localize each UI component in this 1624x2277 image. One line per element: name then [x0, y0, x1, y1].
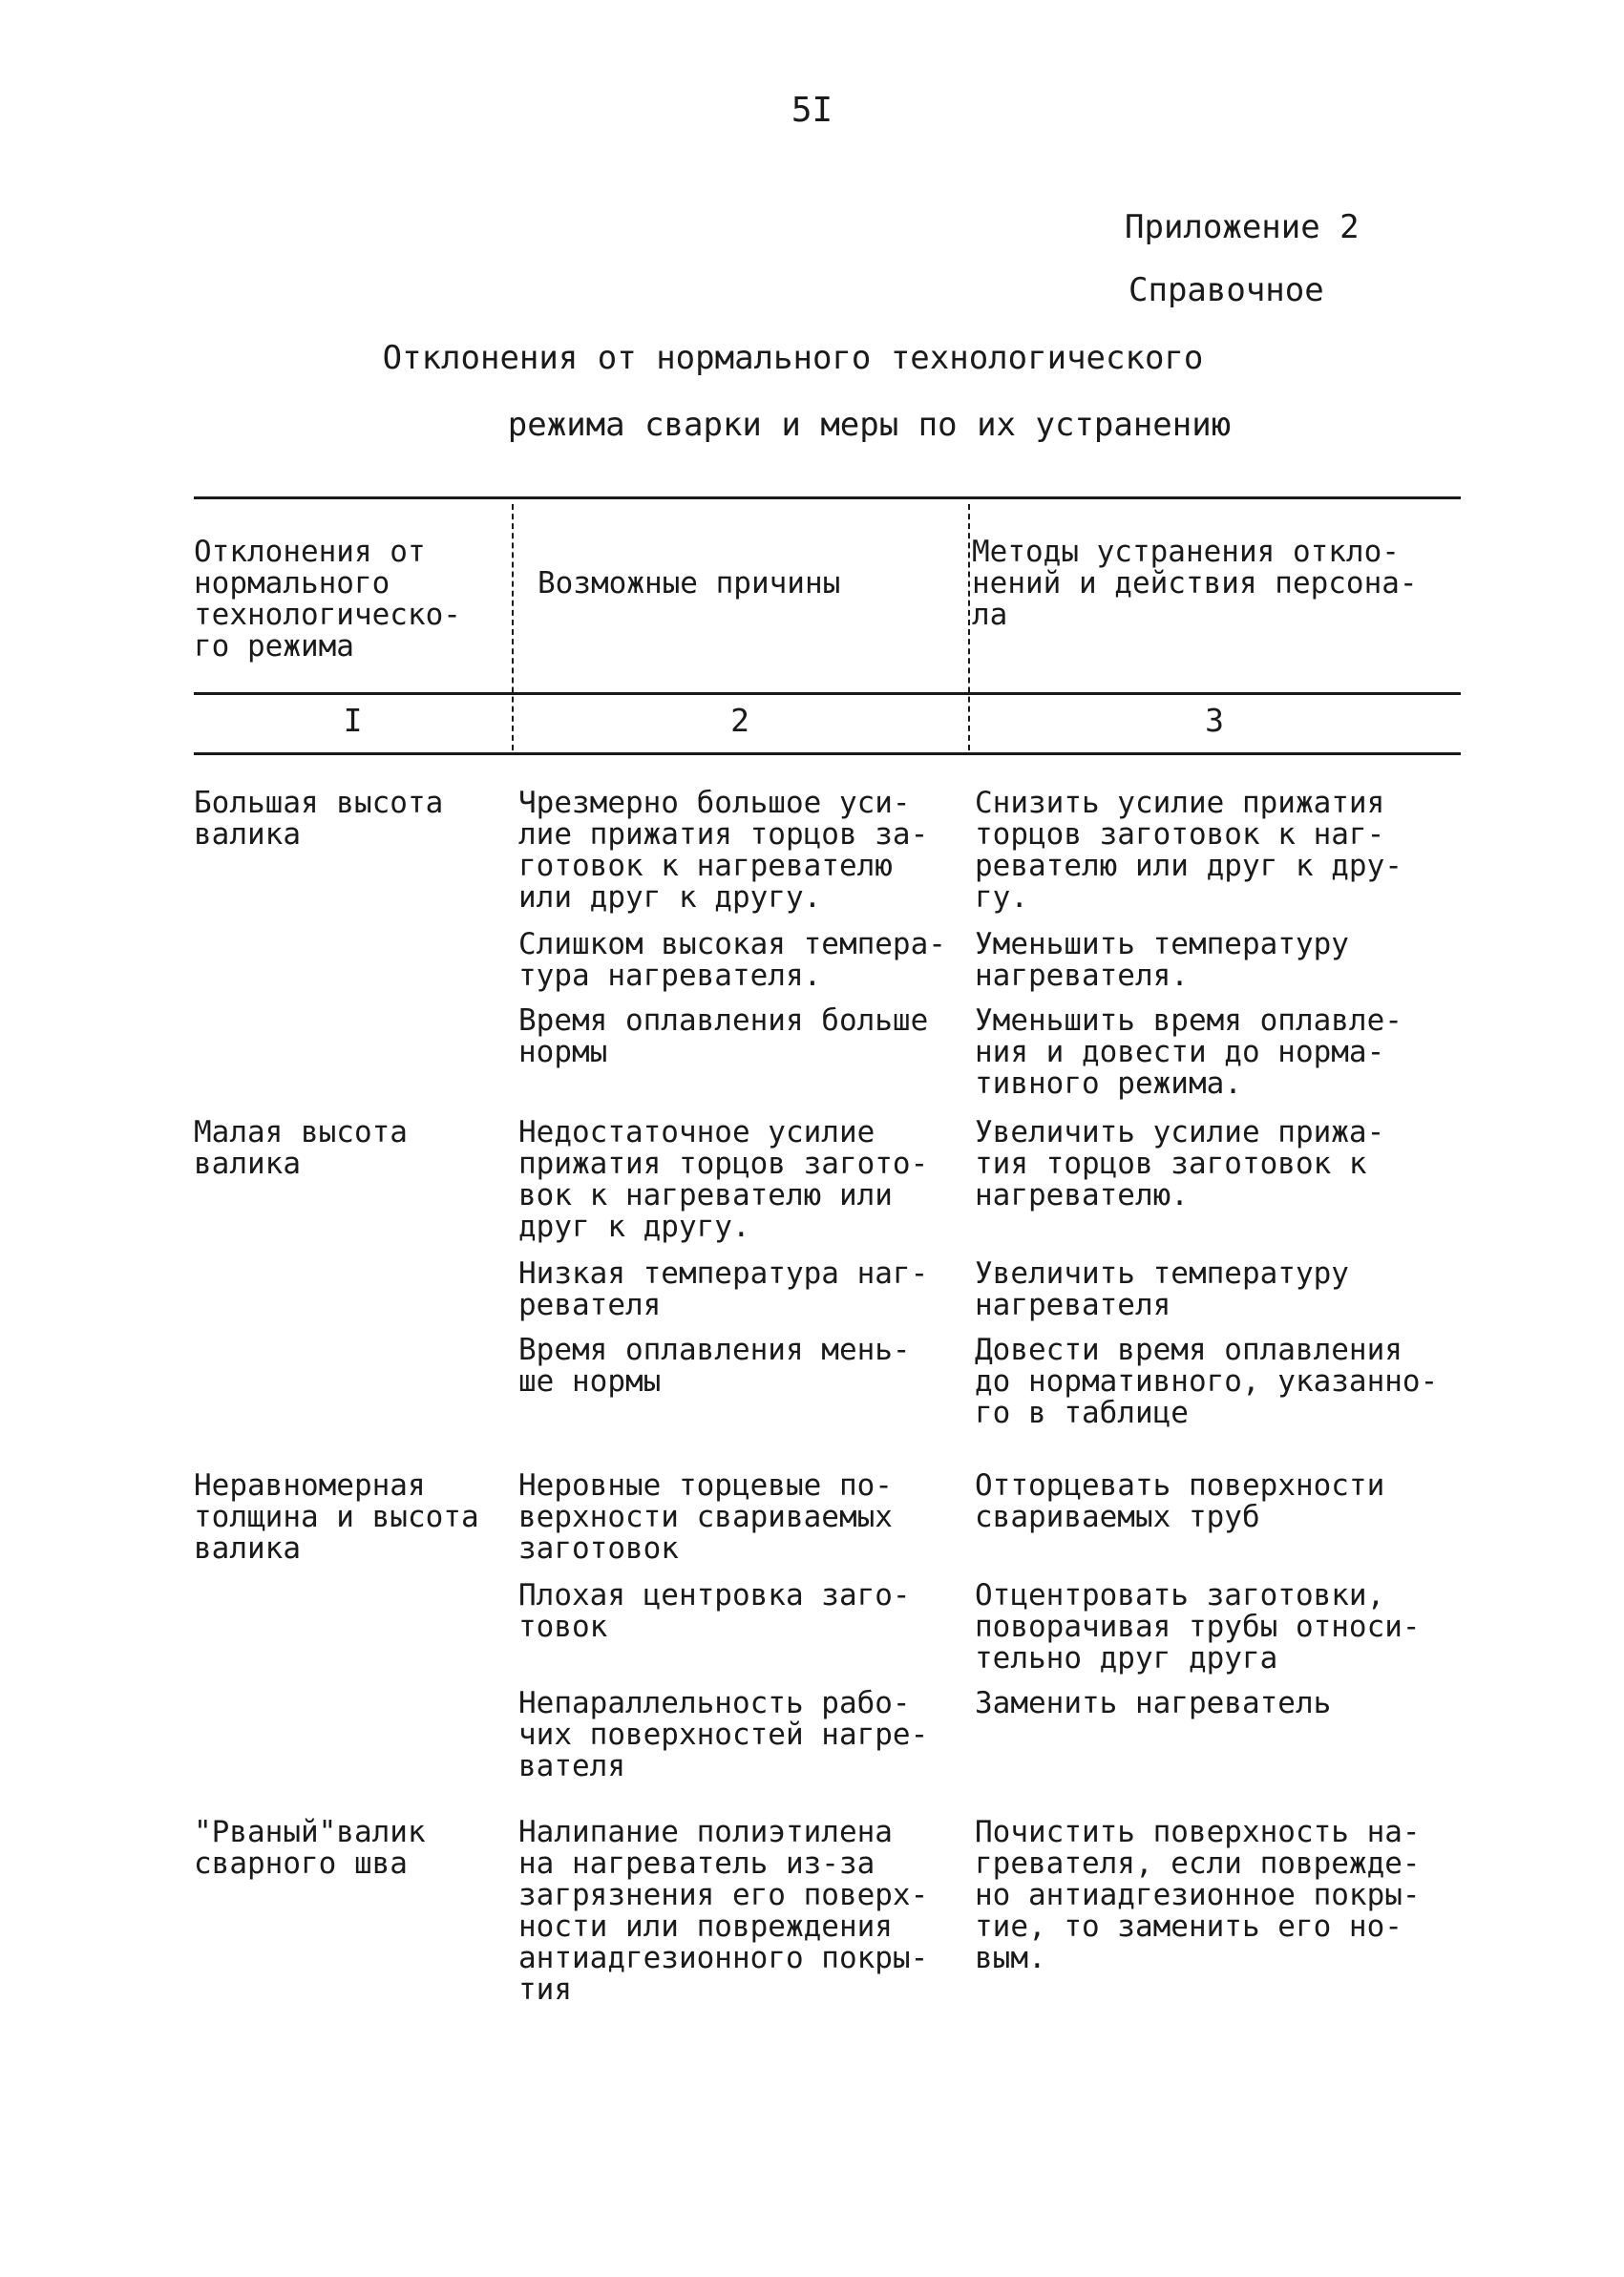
remedy-cell: Уменьшить температуру нагревателя. — [975, 927, 1349, 993]
deviation-cell: Неравномерная толщина и высота валика — [194, 1468, 479, 1566]
table-numbers-rule — [194, 752, 1461, 755]
title-line-1: Отклонения от нормального технологического — [382, 339, 1204, 377]
header-causes: Возможные причины — [538, 566, 841, 601]
deviation-cell: "Рваный"валик сварного шва — [194, 1815, 426, 1881]
remedy-cell: Отцентровать заготовки, поворачивая трубы относи- тельно друг друга — [975, 1578, 1421, 1676]
remedy-cell: Заменить нагреватель — [975, 1686, 1332, 1720]
cause-cell: Чрезмерно большое уси- лие прижатия торцов за- готовок к нагревателю или друг к другу. — [518, 786, 929, 915]
cause-cell: Непараллельность рабо- чих поверхностей нагре- вателя — [518, 1686, 929, 1783]
remedy-cell: Снизить усилие прижатия торцов заготовок к наг- ревателю или друг к дру- гу. — [975, 786, 1403, 915]
title-line-2: режима сварки и меры по их устранению — [507, 406, 1232, 444]
cause-cell: Время оплавления мень- ше нормы — [518, 1333, 911, 1399]
column-number-3: 3 — [1205, 702, 1224, 739]
remedy-cell: Уменьшить время оплавле- ния и довести до норма- тивного режима. — [975, 1003, 1403, 1101]
cause-cell: Неровные торцевые по- верхности свариваемых заготовок — [518, 1468, 893, 1566]
remedy-cell: Увеличить температуру нагревателя — [975, 1256, 1349, 1322]
remedy-cell: Почистить поверхность на- гревателя, если поврежде- но антиадгезионное покры- тие, то заменить его но- вым. — [975, 1815, 1421, 1975]
cause-cell: Время оплавления больше нормы — [518, 1003, 929, 1069]
appendix-reference: Справочное — [1128, 271, 1324, 309]
appendix-block — [1125, 196, 1360, 322]
deviation-cell: Малая высота валика — [194, 1115, 408, 1181]
cause-cell: Слишком высокая темпера- тура нагревателя. — [518, 927, 946, 993]
column-number-2: 2 — [730, 702, 749, 739]
table-top-rule — [194, 496, 1461, 499]
cause-cell: Недостаточное усилие прижатия торцов загото- вок к нагревателю или друг к другу. — [518, 1115, 929, 1244]
appendix-label: Приложение 2 — [1125, 208, 1360, 246]
cause-cell: Низкая температура наг- ревателя — [518, 1256, 929, 1322]
header-remedies: Методы устранения откло- нений и действия персона- ла — [972, 535, 1418, 632]
deviation-cell: Большая высота валика — [194, 786, 444, 852]
remedy-cell: Отторцевать поверхности свариваемых труб — [975, 1468, 1385, 1534]
cause-cell: Налипание полиэтилена на нагреватель из-за загрязнения его поверх- ности или повреждения антиадгезионного покры- тия — [518, 1815, 929, 2007]
header-deviation: Отклонения от нормального технологическо- го режима — [194, 535, 461, 664]
remedy-cell: Довести время оплавления до нормативного, указанно- го в таблице — [975, 1333, 1439, 1430]
document-title — [0, 325, 1624, 458]
table-header-rule — [194, 692, 1461, 695]
remedy-cell: Увеличить усилие прижа- тия торцов заготовок к нагревателю. — [975, 1115, 1385, 1212]
page-number: 5I — [791, 91, 833, 130]
cause-cell: Плохая центровка заго- товок — [518, 1578, 911, 1644]
column-number-1: I — [343, 702, 363, 739]
